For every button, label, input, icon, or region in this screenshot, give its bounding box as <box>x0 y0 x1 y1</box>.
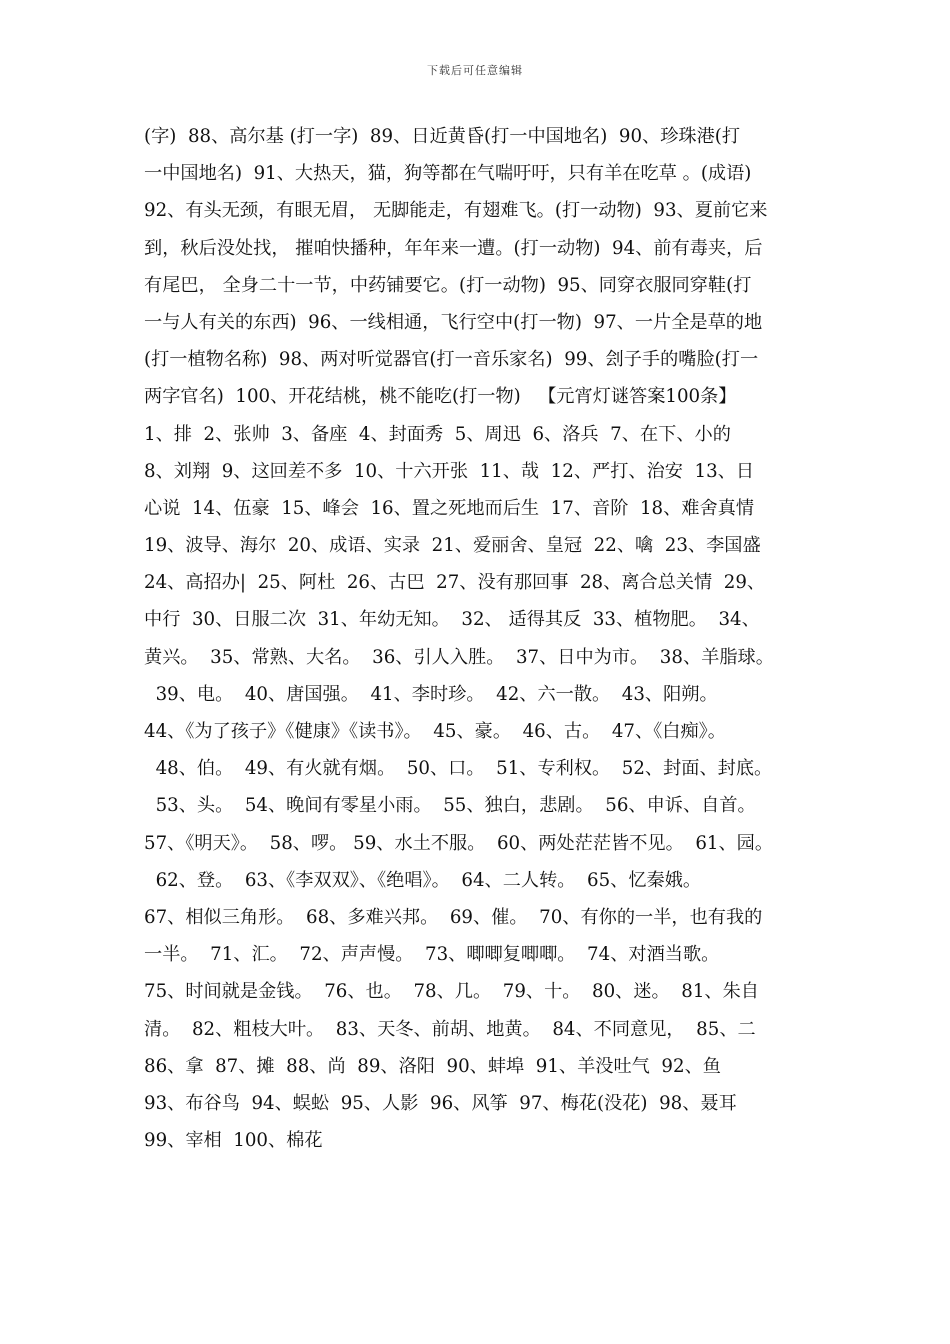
text-line: 57、《明天》。 58、啰。 59、水土不服。 60、两处茫茫皆不见。 61、园。 <box>144 832 774 854</box>
text-line: 心说 14、伍豪 15、峰会 16、置之死地而后生 17、音阶 18、难舍真情 <box>144 497 755 519</box>
text-line: 62、登。 63、《李双双》、《绝唱》。 64、二人转。 65、忆秦娥。 <box>144 869 702 891</box>
text-line: 有尾巴， 全身二十一节，中药铺要它。(打一动物) 95、同穿衣服同穿鞋(打 <box>144 274 752 296</box>
text-line: 99、宰相 100、棉花 <box>144 1130 323 1152</box>
text-line: 53、头。 54、晚间有零星小雨。 55、独白，悲剧。 56、申诉、自首。 <box>144 795 756 817</box>
text-line: 一半。 71、汇。 72、声声慢。 73、唧唧复唧唧。 74、对酒当歌。 <box>144 944 720 966</box>
text-line: 中行 30、日服二次 31、年幼无知。 32、 适得其反 33、植物肥。 34、 <box>144 609 760 631</box>
text-line: (字) 88、高尔基 (打一字) 89、日近黄昏(打一中国地名) 90、珍珠港(打 <box>144 126 741 147</box>
text-line: 两字官名) 100、开花结桃，桃不能吃(打一物) 【元宵灯谜答案100条】 <box>144 386 737 408</box>
text-line: 到，秋后没处找， 摧咱快播种，年年来一遭。(打一动物) 94、前有毒夹，后 <box>144 237 763 259</box>
text-line: 8、刘翔 9、这回差不多 10、十六开张 11、哉 12、严打、治安 13、日 <box>144 460 755 482</box>
text-line: 1、排 2、张帅 3、备座 4、封面秀 5、周迅 6、洛兵 7、在下、小的 <box>144 423 731 445</box>
text-line: 67、相似三角形。 68、多难兴邦。 69、催。 70、有你的一半，也有我的 <box>144 906 763 928</box>
text-line: 24、高招办| 25、阿杜 26、古巴 27、没有那回事 28、离合总关情 29、 <box>144 572 766 594</box>
text-line: (打一植物名称) 98、两对听觉器官(打一音乐家名) 99、刽子手的嘴脸(打一 <box>144 349 759 371</box>
text-line: 44、《为了孩子》《健康》《读书》。 45、豪。 46、古。 47、《白痴》。 <box>144 721 726 742</box>
text-line: 19、波导、海尔 20、成语、实录 21、爱丽舍、皇冠 22、噙 23、李国盛 <box>144 535 761 557</box>
text-line: 92、有头无颈，有眼无眉， 无脚能走，有翅难飞。(打一动物) 93、夏前它来 <box>144 200 768 222</box>
text-line: 一中国地名) 91、大热天，猫，狗等都在气喘吁吁，只有羊在吃草 。(成语) <box>144 163 752 185</box>
text-line: 48、伯。 49、有火就有烟。 50、口。 51、专利权。 52、封面、封底。 <box>144 758 773 780</box>
text-line: 39、电。 40、唐国强。 41、李时珍。 42、六一散。 43、阳朔。 <box>144 683 718 705</box>
page-header: 下载后可任意编辑 <box>427 64 523 77</box>
document-body <box>144 118 824 1159</box>
text-line: 93、布谷鸟 94、蜈蚣 95、人影 96、风筝 97、梅花(没花) 98、聂耳 <box>144 1092 737 1114</box>
text-line: 黄兴。 35、常熟、大名。 36、引人入胜。 37、日中为市。 38、羊脂球。 <box>144 646 774 668</box>
text-line: 75、时间就是金钱。 76、也。 78、几。 79、十。 80、迷。 81、朱自 <box>144 981 759 1003</box>
text-line: 86、拿 87、摊 88、尚 89、洛阳 90、蚌埠 91、羊没吐气 92、鱼 <box>144 1055 721 1077</box>
text-line: 一与人有关的东西) 96、一线相通，飞行空中(打一物) 97、一片全是草的地 <box>144 311 763 333</box>
text-line: 清。 82、粗枝大叶。 83、天冬、前胡、地黄。 84、不同意见， 85、二 <box>144 1018 756 1040</box>
